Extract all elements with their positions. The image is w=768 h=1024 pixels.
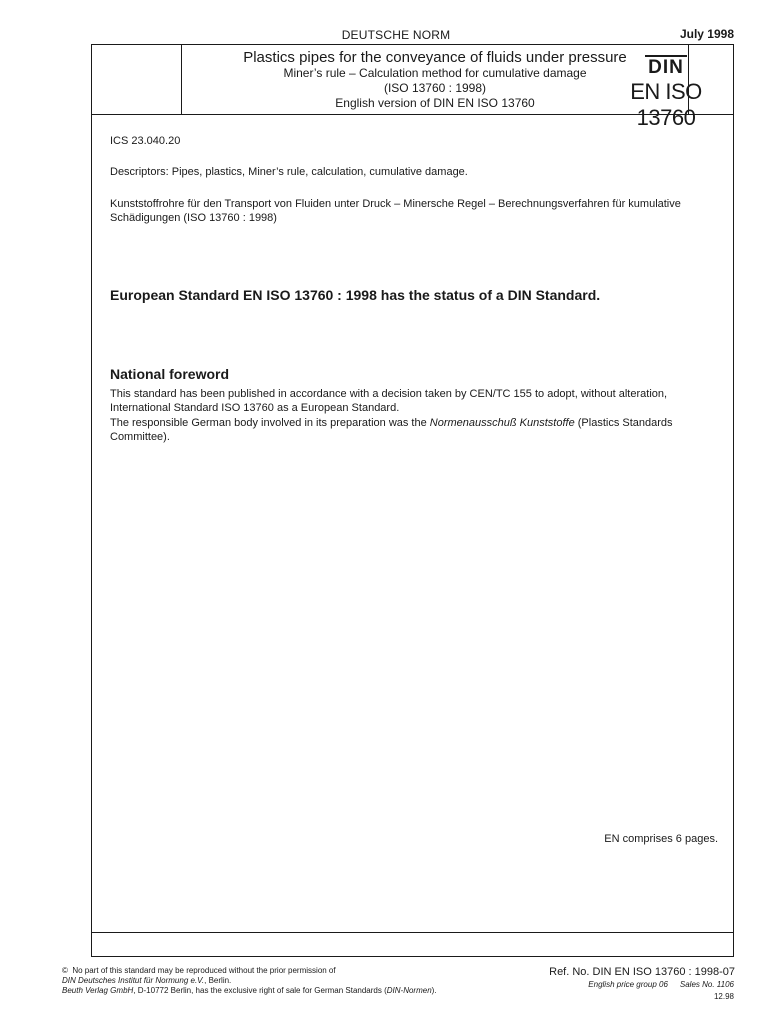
print-code: 12.98 bbox=[713, 992, 734, 1001]
document-subtitle: Miner’s rule – Calculation method for cumulative damage bbox=[283, 66, 587, 80]
reference-number: Ref. No. DIN EN ISO 13760 : 1998-07 bbox=[549, 966, 735, 978]
copyright-notice bbox=[62, 966, 512, 996]
din-normen: DIN-Normen bbox=[386, 986, 432, 995]
title-block-right bbox=[599, 45, 733, 130]
foreword-paragraph-1: This standard has been published in accordance with a decision taken by CEN/TC 155 to adopt, without alteration, International Standard ISO 13760 as a European Standard. bbox=[110, 388, 668, 414]
price-info bbox=[588, 980, 734, 989]
ics-code: ICS 23.040.20 bbox=[110, 135, 181, 147]
standard-number: EN ISO 13760 bbox=[630, 79, 702, 130]
descriptors: Descriptors: Pipes, plastics, Miner’s rule, calculation, cumulative damage. bbox=[110, 166, 468, 178]
document-title: Plastics pipes for the conveyance of fluids under pressure bbox=[243, 49, 627, 66]
committee-name: Normenausschuß Kunststoffe bbox=[429, 417, 575, 429]
foreword-p2-end: (Plastics Standards Committee). bbox=[110, 417, 673, 443]
german-title: Kunststoffrohre für den Transport von Fluiden unter Druck – Minersche Regel – Berechnungsverfahren für kumulative Schädigungen (ISO 13760 : 1998) bbox=[110, 198, 681, 224]
foreword-heading: National foreword bbox=[110, 366, 230, 382]
title-block bbox=[92, 45, 733, 130]
foreword-p2-start: The responsible German body involved in its preparation was the bbox=[110, 417, 430, 429]
page-count-note: EN comprises 6 pages. bbox=[604, 833, 718, 845]
frame-divider bbox=[92, 932, 733, 933]
sales-number: Sales No. 1106 bbox=[679, 980, 734, 989]
status-statement: European Standard EN ISO 13760 : 1998 has the status of a DIN Standard. bbox=[110, 287, 601, 303]
copyright-line-3: , D-10772 Berlin, has the exclusive right of sale for German Standards ( bbox=[133, 986, 387, 995]
copyright-line-3-end: ). bbox=[431, 986, 437, 995]
price-group: English price group 06 bbox=[588, 980, 668, 989]
copyright-line-2-end: , Berlin. bbox=[204, 976, 232, 985]
title-block-left-cell bbox=[92, 45, 182, 114]
copyright-icon: © bbox=[62, 966, 68, 975]
publisher-name: Beuth Verlag GmbH bbox=[62, 986, 134, 995]
din-logo: DIN bbox=[645, 55, 687, 79]
publication-date: July 1998 bbox=[679, 27, 734, 41]
copyright-line-1: No part of this standard may be reproduced without the prior permission of bbox=[72, 966, 336, 975]
iso-reference: (ISO 13760 : 1998) bbox=[383, 81, 487, 95]
version-note: English version of DIN EN ISO 13760 bbox=[335, 96, 535, 110]
page-frame bbox=[91, 44, 734, 957]
standard-type: DEUTSCHE NORM bbox=[341, 28, 451, 42]
copyright-org: DIN Deutsches Institut für Normung e.V. bbox=[62, 976, 205, 985]
foreword-paragraph-2 bbox=[110, 416, 722, 444]
